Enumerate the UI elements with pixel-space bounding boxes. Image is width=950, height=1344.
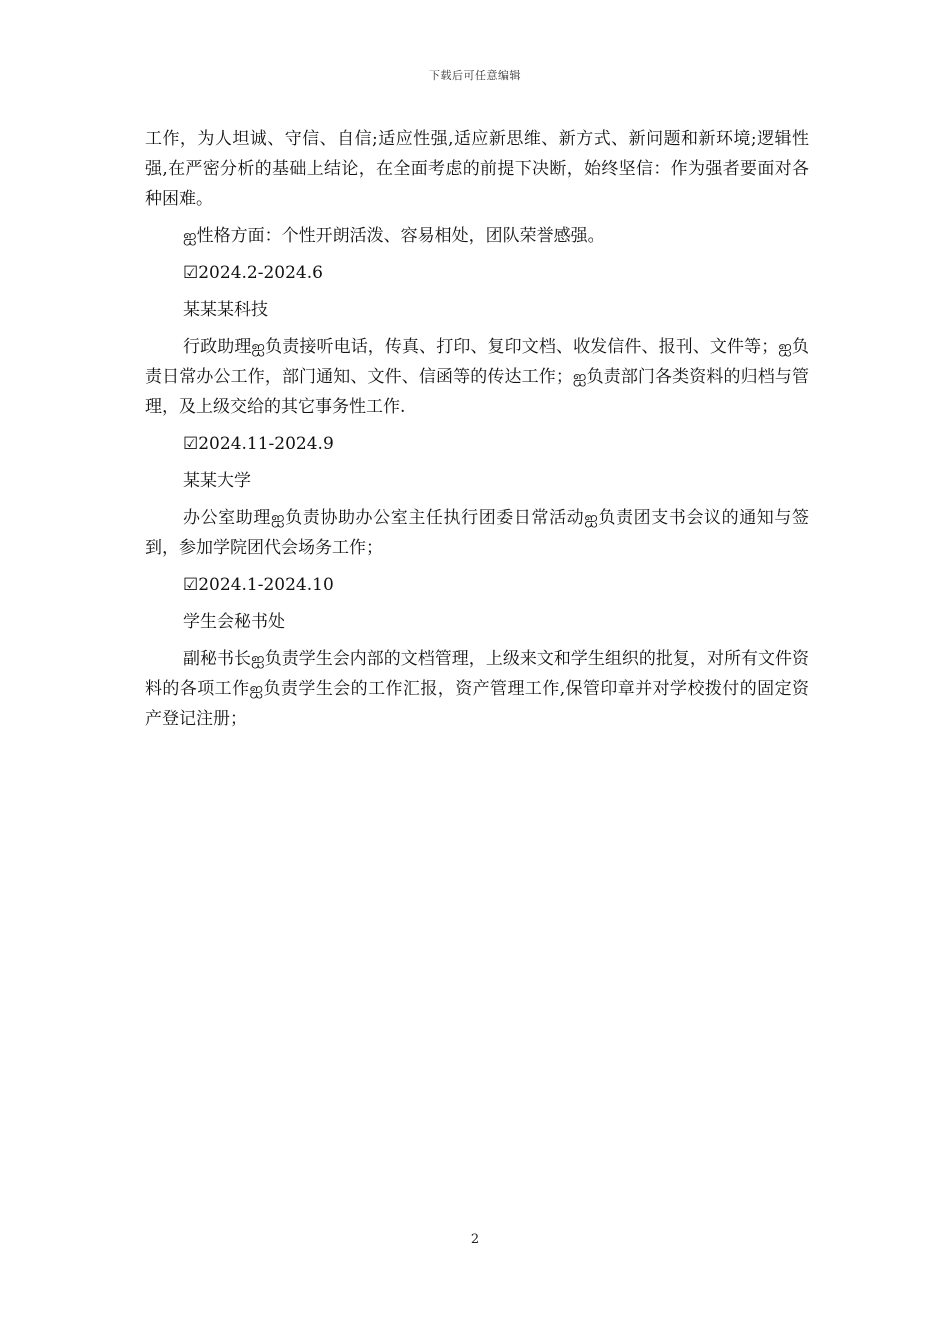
document-body	[145, 124, 809, 741]
organization-1: 某某某科技	[183, 300, 268, 320]
paragraph-personality-summary: 工作，为人坦诚、守信、自信;适应性强,适应新思维、新方式、新问题和新环境;逻辑性强,在严密分析的基础上结论，在全面考虑的前提下决断，始终坚信：作为强者要面对各种困难。	[145, 129, 809, 209]
page-header: 下载后可任意编辑	[429, 69, 521, 82]
job-description-1: 行政助理ஐ负责接听电话，传真、打印、复印文档、收发信件、报刊、文件等；ஐ负责日常办公工作，部门通知、文件、信函等的传达工作；ஐ负责部门各类资料的归档与管理，及上级交给的其它事务性工作.	[145, 337, 809, 417]
job-description-2: 办公室助理ஐ负责协助办公室主任执行团委日常活动ஐ负责团支书会议的通知与签到，参加学院团代会场务工作；	[145, 508, 809, 558]
paragraph-character: ஐ性格方面：个性开朗活泼、容易相处，团队荣誉感强。	[183, 226, 605, 246]
organization-2: 某某大学	[183, 471, 251, 491]
page-number: 2	[470, 1232, 480, 1247]
date-range-3: ☑2024.1-2024.10	[183, 575, 334, 595]
date-range-1: ☑2024.2-2024.6	[183, 263, 323, 283]
organization-3: 学生会秘书处	[183, 612, 285, 632]
date-range-2: ☑2024.11-2024.9	[183, 434, 334, 454]
job-description-3: 副秘书长ஐ负责学生会内部的文档管理，上级来文和学生组织的批复，对所有文件资料的各项工作ஐ负责学生会的工作汇报，资产管理工作,保管印章并对学校拨付的固定资产登记注册；	[145, 649, 809, 729]
